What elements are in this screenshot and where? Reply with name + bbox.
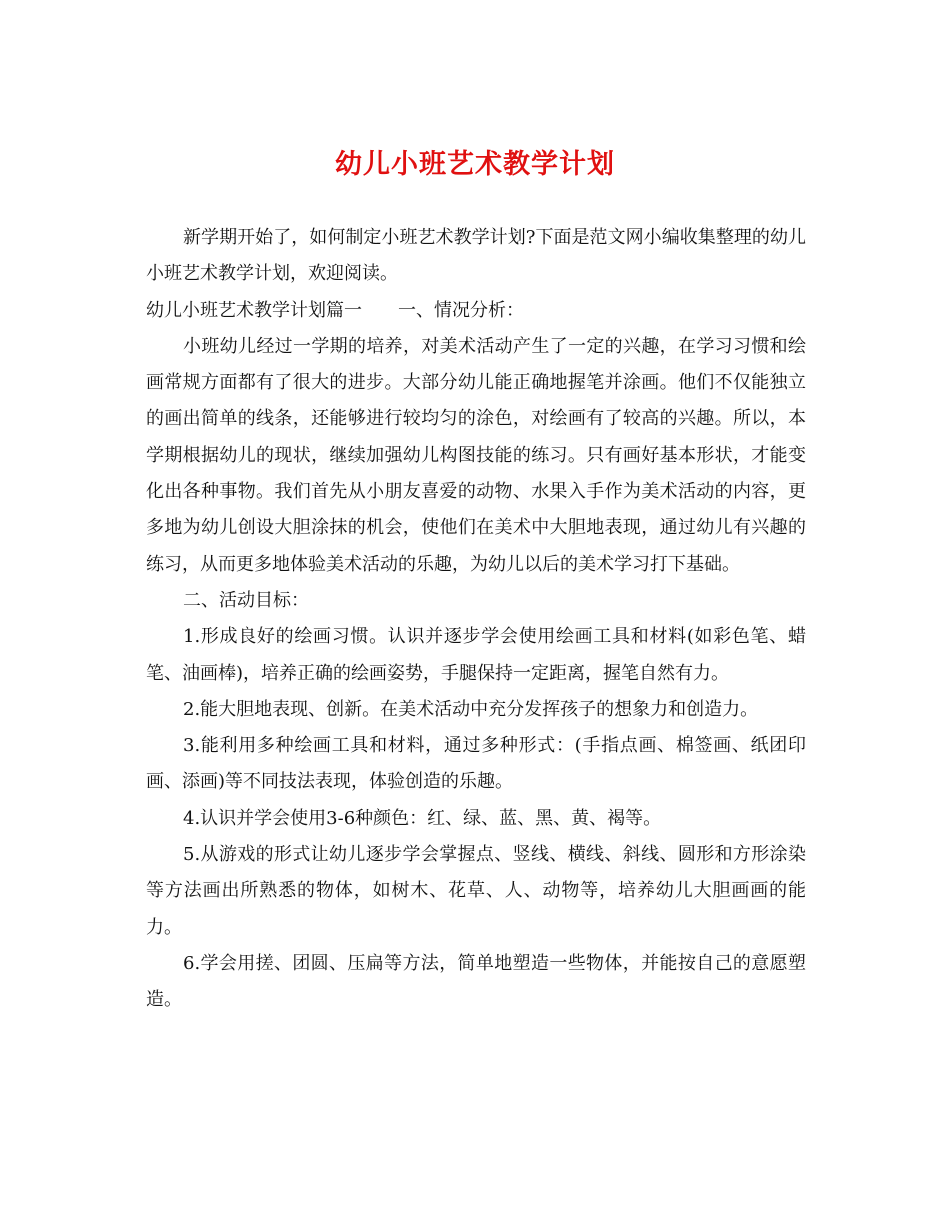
paragraph-goal-3: 3.能利用多种绘画工具和材料，通过多种形式：(手指点画、棉签画、纸团印画、添画)等不同技法表现，体验创造的乐趣。 <box>146 735 806 793</box>
document-body <box>146 220 806 1019</box>
paragraph-intro: 新学期开始了，如何制定小班艺术教学计划?下面是范文网小编收集整理的幼儿小班艺术教学计划，欢迎阅读。 <box>146 227 806 285</box>
paragraph-goal-4: 4.认识并学会使用3-6种颜色：红、绿、蓝、黑、黄、褐等。 <box>183 807 662 829</box>
paragraph-goal-6: 6.学会用搓、团圆、压扁等方法，简单地塑造一些物体，并能按自己的意愿塑造。 <box>146 952 806 1011</box>
document-title: 幼儿小班艺术教学计划 <box>335 149 615 180</box>
paragraph-situation-analysis: 小班幼儿经过一学期的培养，对美术活动产生了一定的兴趣，在学习习惯和绘画常规方面都有了很大的进步。大部分幼儿能正确地握笔并涂画。他们不仅能独立的画出简单的线条，还能够进行较均匀的涂色，对绘画有了较高的兴趣。所以，本学期根据幼儿的现状，继续加强幼儿构图技能的练习。只有画好基本形状，才能变化出各种事物。我们首先从小朋友喜爱的动物、水果入手作为美术活动的内容，更多地为幼儿创设大胆涂抹的机会，使他们在美术中大胆地表现，通过幼儿有兴趣的练习，从而更多地体验美术活动的乐趣，为幼儿以后的美术学习打下基础。 <box>146 335 806 575</box>
paragraph-goal-5: 5.从游戏的形式让幼儿逐步学会掌握点、竖线、横线、斜线、圆形和方形涂染等方法画出所熟悉的物体，如树木、花草、人、动物等，培养幼儿大胆画画的能力。 <box>146 844 806 938</box>
paragraph-goal-2: 2.能大胆地表现、创新。在美术活动中充分发挥孩子的想象力和创造力。 <box>183 698 759 720</box>
paragraph-section-heading: 幼儿小班艺术教学计划篇一 一、情况分析： <box>146 299 524 321</box>
paragraph-goals-heading: 二、活动目标： <box>183 589 309 611</box>
paragraph-goal-1: 1.形成良好的绘画习惯。认识并逐步学会使用绘画工具和材料(如彩色笔、蜡笔、油画棒)，培养正确的绘画姿势，手腿保持一定距离，握笔自然有力。 <box>146 626 806 684</box>
